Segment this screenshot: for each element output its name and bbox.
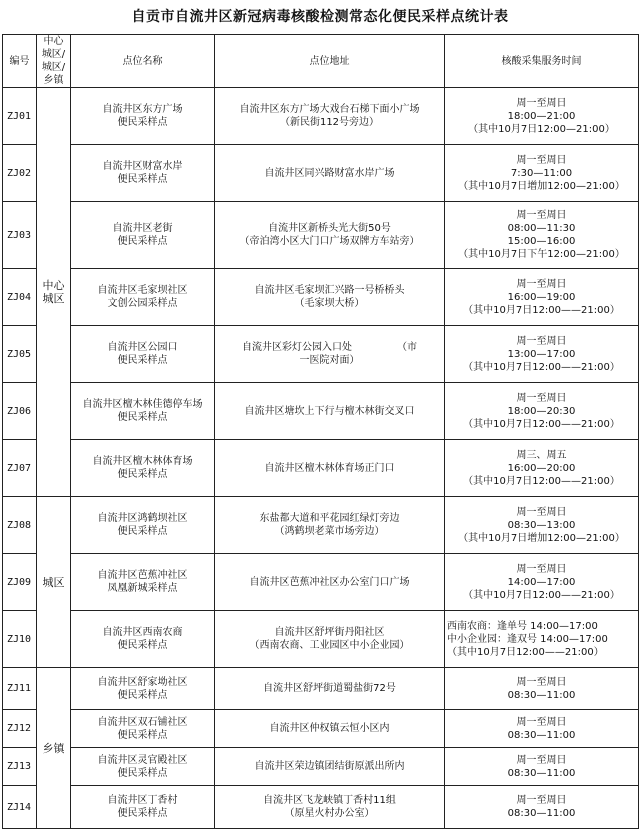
site-address — [215, 497, 445, 554]
site-name-line: 自流井区灵官殿社区 — [97, 754, 188, 766]
header-row — [3, 35, 639, 88]
row-code: ZJ01 — [3, 88, 37, 145]
site-address-line: 自流井区荣边镇团结街原派出所内 — [254, 761, 405, 772]
site-name-line: 自流井区檀木林佳德停车场 — [82, 399, 203, 410]
site-name-line: 自流井区檀木林体育场 — [92, 456, 193, 467]
site-address — [215, 326, 445, 383]
row-code: ZJ03 — [3, 202, 37, 269]
header-area-line: 城区/ — [41, 62, 66, 73]
site-address-line: 自流井区檀木林体育场正门口 — [264, 462, 395, 474]
service-time-line: 13:00—17:00 — [507, 348, 576, 360]
site-address-line: 自流井区毛家坝汇兴路一号桥桥头 — [254, 285, 405, 296]
site-address-line: 自流井区塘坎上下行与檀木林街交叉口 — [244, 405, 415, 417]
row-code: ZJ10 — [3, 611, 37, 668]
site-name-line: 自流井区丁香村 — [107, 795, 178, 806]
site-name-line: 便民采样点 — [117, 469, 168, 480]
row-code: ZJ14 — [3, 786, 37, 829]
service-time-line: 08:30—11:00 — [507, 808, 576, 819]
site-name — [71, 748, 215, 786]
header-area-line: 城区/ — [41, 49, 66, 60]
table-row — [3, 202, 639, 269]
service-time-line: （其中10月7日下午12:00—21:00） — [458, 249, 625, 260]
service-time-line: 周一至周日 — [516, 210, 567, 221]
service-time-line: 08:30—11:00 — [507, 729, 576, 741]
site-name — [71, 497, 215, 554]
site-name-line: 便民采样点 — [117, 117, 168, 128]
site-address — [215, 269, 445, 326]
service-time-line: 08:30—13:00 — [507, 519, 576, 531]
site-name-line: 便民采样点 — [117, 236, 168, 247]
site-name-line: 自流井区财富水岸 — [102, 161, 183, 172]
site-address — [215, 710, 445, 748]
site-address-line: （新民街112号旁边） — [279, 117, 380, 128]
service-time-line: 周一至周日 — [516, 335, 567, 347]
site-name — [71, 326, 215, 383]
row-code: ZJ04 — [3, 269, 37, 326]
site-address-line: （毛家坝大桥） — [294, 298, 365, 309]
header-time: 核酸采集服务时间 — [445, 35, 639, 88]
site-address-line: 自流井区彩灯公园入口处 （市 — [242, 342, 417, 353]
site-name-line: 便民采样点 — [117, 412, 168, 423]
service-time-line: （其中10月7日12:00——21:00） — [463, 475, 620, 487]
site-address — [215, 748, 445, 786]
service-time-line: 18:00—21:00 — [507, 110, 576, 122]
row-code: ZJ11 — [3, 668, 37, 710]
service-time-line: 周一至周日 — [516, 676, 567, 688]
row-code: ZJ08 — [3, 497, 37, 554]
site-name — [71, 88, 215, 145]
site-name-line: 自流井区鸿鹤坝社区 — [97, 513, 188, 524]
site-name-line: 自流井区东方广场 — [102, 104, 183, 115]
table-row — [3, 554, 639, 611]
service-time — [445, 269, 639, 326]
service-time-line: 08:30—11:00 — [507, 767, 576, 779]
site-name-line: 自流井区双石铺社区 — [97, 716, 188, 728]
site-address — [215, 554, 445, 611]
table-row — [3, 326, 639, 383]
table-row — [3, 269, 639, 326]
site-address — [215, 145, 445, 202]
site-name — [71, 611, 215, 668]
site-name-line: 自流井区舒家坳社区 — [97, 676, 188, 688]
site-address-line: （帝泊湾小区大门口广场双牌方车站旁） — [239, 236, 420, 247]
header-code: 编号 — [3, 35, 37, 88]
site-address-line: 东盐都大道和平花园红绿灯旁边 — [259, 513, 400, 524]
site-address-line: 自流井区飞龙峡镇丁香村11组 — [263, 795, 396, 806]
header-address: 点位地址 — [215, 35, 445, 88]
service-time-line: 周一至周日 — [516, 154, 567, 166]
service-time-line: 7:30—11:00 — [510, 167, 573, 179]
site-name-line: 便民采样点 — [117, 689, 168, 701]
site-address — [215, 383, 445, 440]
site-address-line: 自流井区东方广场大戏台石梯下面小广场 — [239, 104, 420, 115]
service-time-line: 西南农商：逢单号 14:00—17:00 — [447, 620, 598, 632]
table-row — [3, 710, 639, 748]
site-address-line: 一医院对面） — [299, 355, 360, 366]
site-name-line: 便民采样点 — [117, 767, 168, 779]
service-time — [445, 383, 639, 440]
row-code: ZJ06 — [3, 383, 37, 440]
service-time-line: （其中10月7日12:00——21:00） — [463, 304, 620, 316]
table-row — [3, 497, 639, 554]
site-address — [215, 202, 445, 269]
table-row — [3, 748, 639, 786]
site-address-line: 自流井区同兴路财富水岸广场 — [264, 167, 395, 179]
service-time — [445, 668, 639, 710]
site-name-line: 便民采样点 — [117, 526, 168, 537]
site-name-line: 便民采样点 — [117, 729, 168, 741]
service-time-line: 周一至周日 — [516, 97, 567, 109]
service-time — [445, 440, 639, 497]
site-address-line: 自流井区舒坪街道蜀盐街72号 — [263, 683, 396, 694]
site-address — [215, 668, 445, 710]
site-address-line: 自流井区新桥头光大街50号 — [268, 223, 391, 234]
service-time-line: 08:30—11:00 — [507, 689, 576, 701]
service-time-line: 周一至周日 — [516, 754, 567, 766]
header-area-line: 中心 — [43, 36, 64, 47]
table-row — [3, 88, 639, 145]
site-address-line: 自流井区仲权镇云恒小区内 — [269, 723, 390, 734]
service-time-line: （其中10月7日12:00—21:00） — [468, 123, 615, 135]
service-time-line: 18:00—20:30 — [507, 405, 576, 417]
sampling-sites-table — [2, 34, 639, 829]
site-name — [71, 202, 215, 269]
service-time-line: 周一至周日 — [516, 506, 567, 518]
service-time-line: 中小企业园：逢双号 14:00—17:00 — [447, 633, 608, 645]
area-cell: 城区 — [37, 497, 71, 668]
service-time-line: 周一至周日 — [516, 795, 567, 806]
site-address-line: 自流井区舒坪街丹阳社区 — [274, 627, 385, 638]
row-code: ZJ13 — [3, 748, 37, 786]
site-name — [71, 145, 215, 202]
area-cell: 中心城区 — [37, 88, 71, 497]
site-name-line: 便民采样点 — [117, 640, 168, 651]
page-title: 自贡市自流井区新冠病毒核酸检测常态化便民采样点统计表 — [131, 9, 509, 25]
service-time — [445, 145, 639, 202]
service-time — [445, 748, 639, 786]
site-name — [71, 383, 215, 440]
site-address-line: （鸿鹤坝老菜市场旁边） — [274, 526, 385, 537]
site-name-line: 自流井区公园口 — [107, 342, 178, 353]
area-cell: 乡镇 — [37, 668, 71, 829]
row-code: ZJ09 — [3, 554, 37, 611]
site-name — [71, 710, 215, 748]
site-address — [215, 88, 445, 145]
service-time-line: 周一至周日 — [516, 716, 567, 728]
header-area-line: 乡镇 — [43, 75, 64, 86]
site-address-line: 自流井区芭蕉冲社区办公室门口广场 — [249, 576, 410, 588]
table-row — [3, 145, 639, 202]
service-time — [445, 326, 639, 383]
row-code: ZJ12 — [3, 710, 37, 748]
table-row — [3, 440, 639, 497]
header-area — [37, 35, 71, 88]
site-name — [71, 786, 215, 829]
site-name-line: 便民采样点 — [117, 174, 168, 185]
site-name-line: 自流井区芭蕉冲社区 — [97, 570, 188, 581]
service-time — [445, 554, 639, 611]
service-time-line: （其中10月7日12:00——21:00） — [447, 646, 604, 658]
row-code: ZJ02 — [3, 145, 37, 202]
service-time-line: 16:00—20:00 — [507, 462, 576, 474]
service-time-line: 周三、周五 — [516, 449, 567, 461]
site-name-line: 自流井区老街 — [112, 223, 173, 234]
service-time-line: 周一至周日 — [516, 392, 567, 404]
table-row — [3, 668, 639, 710]
service-time-line: 16:00—19:00 — [507, 291, 576, 303]
row-code: ZJ05 — [3, 326, 37, 383]
row-code: ZJ07 — [3, 440, 37, 497]
service-time-line: 08:00—11:30 — [507, 223, 576, 234]
table-row — [3, 786, 639, 829]
header-name: 点位名称 — [71, 35, 215, 88]
table-row — [3, 383, 639, 440]
site-name-line: 便民采样点 — [117, 355, 168, 366]
site-name — [71, 440, 215, 497]
site-name — [71, 269, 215, 326]
service-time-line: 15:00—16:00 — [507, 236, 576, 247]
site-name-line: 便民采样点 — [117, 808, 168, 819]
service-time-line: （其中10月7日12:00——21:00） — [463, 589, 620, 601]
site-name-line: 自流井区西南农商 — [102, 627, 183, 638]
service-time-line: 周一至周日 — [516, 563, 567, 575]
service-time-line: （其中10月7日12:00——21:00） — [463, 418, 620, 430]
site-address — [215, 611, 445, 668]
site-name-line: 凤凰新城采样点 — [107, 583, 178, 594]
service-time-line: 14:00—17:00 — [507, 576, 576, 588]
service-time — [445, 497, 639, 554]
service-time — [445, 786, 639, 829]
site-name — [71, 668, 215, 710]
site-address — [215, 786, 445, 829]
site-address-line: （原星火村办公室） — [284, 808, 375, 819]
service-time-line: （其中10月7日12:00——21:00） — [463, 361, 620, 373]
service-time — [445, 710, 639, 748]
service-time-line: （其中10月7日增加12:00—21:00） — [458, 532, 625, 544]
site-name-line: 文创公园采样点 — [107, 298, 178, 309]
table-row — [3, 611, 639, 668]
site-address — [215, 440, 445, 497]
site-name-line: 自流井区毛家坝社区 — [97, 285, 188, 296]
service-time — [445, 202, 639, 269]
service-time-line: （其中10月7日增加12:00—21:00） — [458, 180, 625, 192]
service-time — [445, 88, 639, 145]
site-address-line: （西南农商、工业园区中小企业园） — [249, 640, 410, 651]
service-time-line: 周一至周日 — [516, 278, 567, 290]
service-time — [445, 611, 639, 668]
site-name — [71, 554, 215, 611]
